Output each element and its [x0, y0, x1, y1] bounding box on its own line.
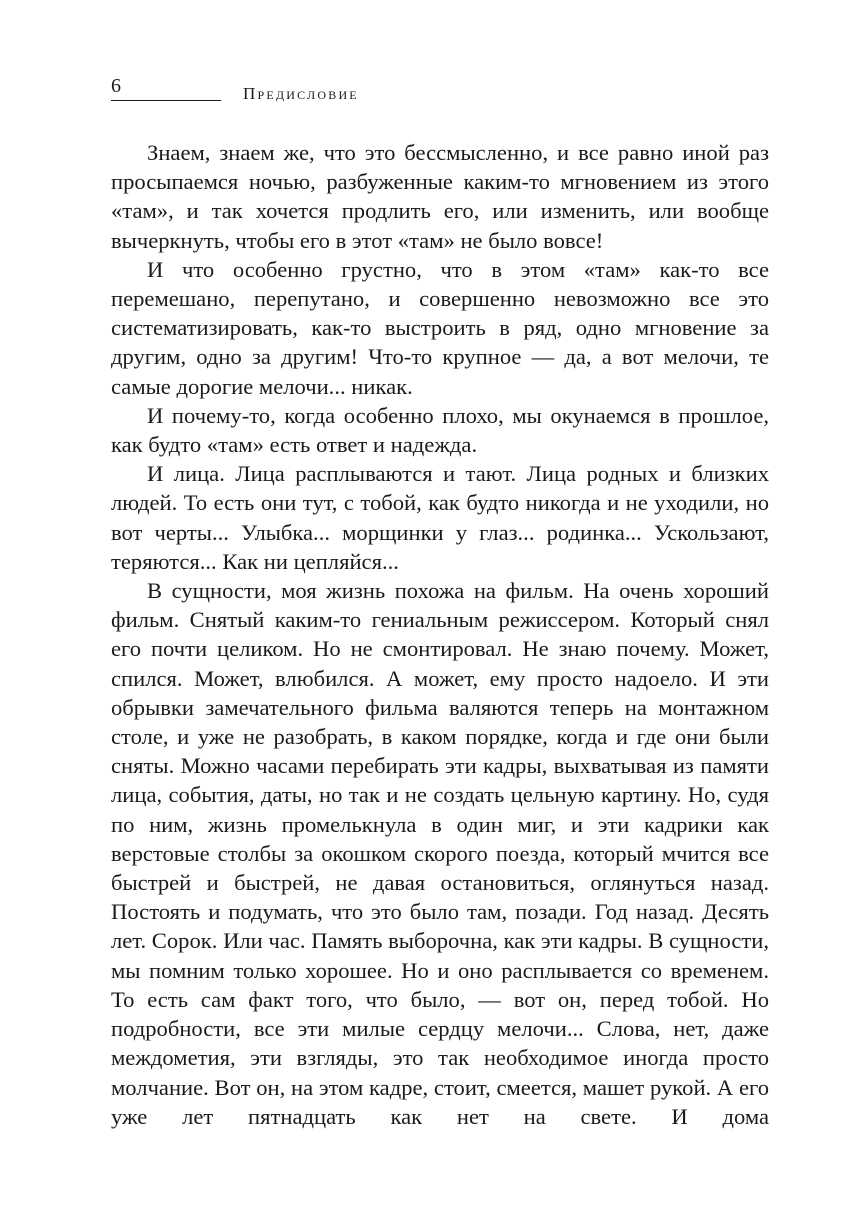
paragraph: И лица. Лица расплываются и тают. Лица родных и близких людей. То есть они тут, с тобой, как будто никогда и не уходили, но вот черты... Улыбка... морщинки у глаз... родинка... Ускользают, теряются... Как ни цепляйся...	[111, 461, 769, 574]
body-text	[111, 138, 769, 1131]
paragraph: И почему-то, когда особенно плохо, мы окунаемся в прошлое, как будто «там» есть ответ и надежда.	[111, 402, 769, 458]
paragraph: В сущности, моя жизнь похожа на фильм. На очень хороший фильм. Снятый каким-то гениальным режиссером. Который снял его почти целиком. Но не смонтировал. Не знаю почему. Может, спился. Может, влюбился. А может, ему просто надоело. И эти обрывки замечательного фильма валяются теперь на монтажном столе, и уже не разобрать, в каком порядке, когда и где они были сняты. Можно часами перебирать эти кадры, выхватывая из памяти лица, события, даты, но так и не создать цельную картину. Но, судя по ним, жизнь промелькнула в один миг, и эти кадрики как верстовые столбы за окошком скорого поезда, который мчится все быстрей и быстрей, не давая остановиться, оглянуться назад. Постоять и подумать, что это было там, позади. Год назад. Десять лет. Сорок. Или час. Память выборочна, как эти кадры. В сущности, мы помним только хорошее. Но и оно расплывается со временем. То есть сам факт того, что было, — вот он, перед тобой. Но подробности, все эти милые сердцу мелочи... Слова, нет, даже междометия, эти взгляды, это так необходимое иногда просто молчание. Вот он, на этом кадре, стоит, смеется, машет рукой. А его уже лет пятнадцать как нет на свете. И дома	[111, 578, 769, 1129]
paragraph: Знаем, знаем же, что это бессмысленно, и все равно иной раз просыпаемся ночью, разбуженные каким-то мгновением из этого «там», и так хочется продлить его, или изменить, или вообще вычеркнуть, чтобы его в этот «там» не было вовсе!	[111, 140, 769, 253]
page-number: 6	[111, 75, 121, 97]
section-title: Предисловие	[243, 84, 359, 103]
running-head	[111, 72, 771, 108]
header-rule	[111, 100, 221, 101]
paragraph: И что особенно грустно, что в этом «там» как-то все перемешано, перепутано, и совершенно невозможно все это систематизировать, как-то выстроить в ряд, одно мгновение за другим, одно за другим! Что-то крупное — да, а вот мелочи, те самые дорогие мелочи... никак.	[111, 256, 769, 399]
